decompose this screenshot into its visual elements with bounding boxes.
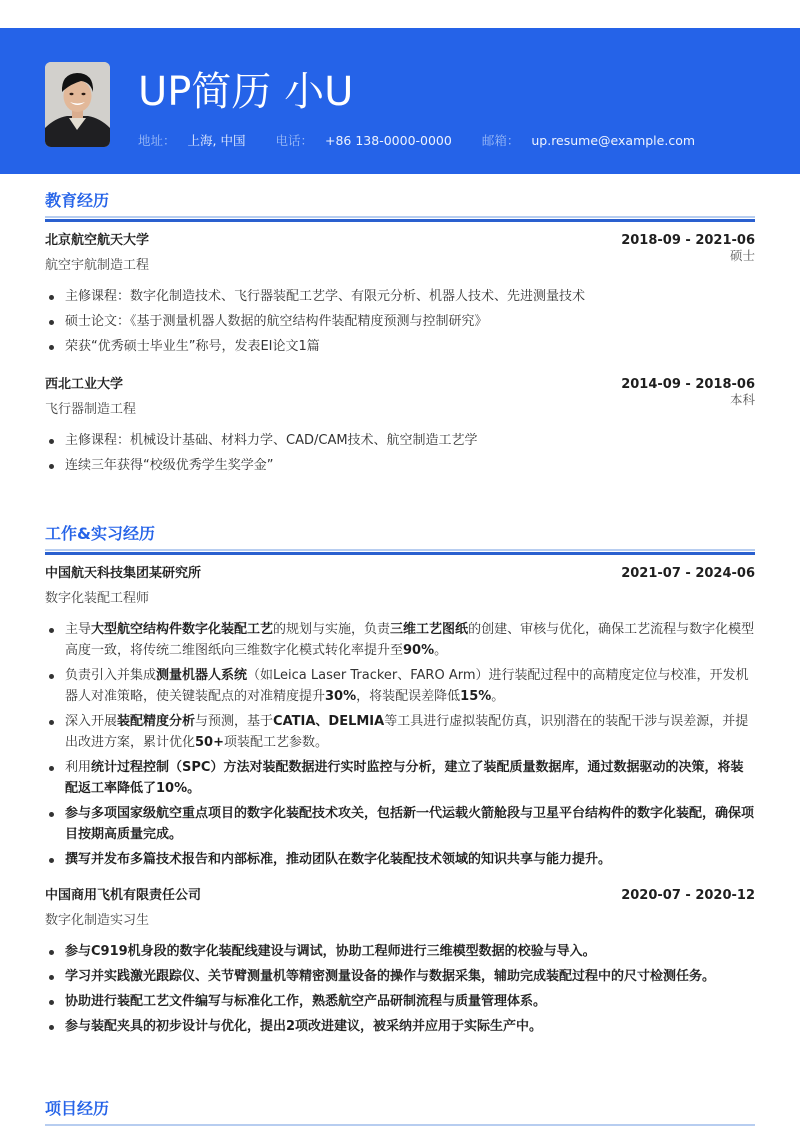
list-item: 协助进行装配工艺文件编写与标准化工作，熟悉航空产品研制流程与质量管理体系。 (45, 991, 755, 1012)
period: 2014-09 - 2018-06 (621, 377, 755, 392)
list-item (45, 619, 755, 661)
list-item (45, 803, 755, 845)
body-text: （如Leica Laser Tracker、FARO Arm）进行装配过程中的高精度定位与校准，开发机器人对准策略，使关键装配点的对准精度提升 (65, 668, 749, 704)
highlight-text: 三维工艺图纸 (390, 622, 469, 637)
list-item: 参与装配夹具的初步设计与优化，提出2项改进建议，被采纳并应用于实际生产中。 (45, 1016, 755, 1037)
highlight-text: 50+ (195, 735, 224, 750)
resume-header (0, 28, 800, 174)
education-entry (45, 231, 755, 357)
address-label: 地址： (138, 133, 176, 148)
contact-email (482, 131, 695, 151)
school-name: 西北工业大学 (45, 377, 124, 392)
list-item: 硕士论文：《基于测量机器人数据的航空结构件装配精度预测与控制研究》 (45, 311, 755, 332)
contact-info (138, 131, 725, 151)
email-label: 邮箱： (481, 133, 520, 148)
period: 2020-07 - 2020-12 (621, 888, 755, 903)
school-name: 北京航空航天大学 (45, 233, 150, 248)
period: 2021-07 - 2024-06 (621, 566, 755, 581)
body-text: 的规划与实施，负责 (273, 622, 391, 637)
phone-label: 电话： (275, 133, 313, 148)
section-title-work: 工作&实习经历 (45, 524, 155, 543)
work-bullets (45, 619, 755, 870)
section-divider-accent (45, 219, 755, 222)
contact-address (138, 131, 245, 151)
highlight-text: 统计过程控制（SPC）方法对装配数据进行实时监控与分析，建立了装配质量数据库，通过数据驱动的决策，将装配返工率降低了10%。 (65, 760, 744, 796)
address-value: 上海, 中国 (187, 133, 246, 148)
section-divider (45, 1124, 755, 1126)
profile-photo (45, 62, 110, 147)
phone-value[interactable]: +86 138-0000-0000 (324, 133, 452, 148)
work-entry (45, 564, 755, 870)
body-text: 项装配工艺参数。 (224, 735, 329, 750)
job-title: 数字化制造实习生 (45, 913, 150, 928)
education-bullets (45, 430, 755, 476)
period: 2018-09 - 2021-06 (621, 233, 755, 248)
major: 航空宇航制造工程 (45, 258, 150, 273)
company-name: 中国航天科技集团某研究所 (45, 566, 202, 581)
highlight-text: 15% (460, 689, 492, 704)
body-text: ，将装配误差降低 (356, 689, 461, 704)
list-item (45, 711, 755, 753)
education-bullets (45, 286, 755, 357)
section-title-education: 教育经历 (45, 191, 110, 210)
highlight-text: 参与多项国家级航空重点项目的数字化装配技术攻关，包括新一代运载火箭舱段与卫星平台结构件的数字化装配，确保项目按期高质量完成。 (65, 806, 755, 842)
company-name: 中国商用飞机有限责任公司 (45, 888, 202, 903)
list-item: 主修课程：数字化制造技术、飞行器装配工艺学、有限元分析、机器人技术、先进测量技术 (45, 286, 755, 307)
section-divider-accent (45, 552, 755, 555)
work-entry (45, 886, 755, 1037)
degree: 硕士 (729, 248, 755, 263)
contact-phone (275, 131, 451, 151)
highlight-text: 大型航空结构件数字化装配工艺 (91, 622, 274, 637)
body-text: 。 (434, 643, 448, 658)
body-text: 与预测，基于 (195, 714, 274, 729)
candidate-name: UP简历 小U (138, 69, 354, 115)
highlight-text: 装配精度分析 (117, 714, 196, 729)
body-text: 深入开展 (65, 714, 118, 729)
list-item (45, 849, 755, 870)
list-item: 主修课程：机械设计基础、材料力学、CAD/CAM技术、航空制造工艺学 (45, 430, 755, 451)
body-text: 利用 (65, 760, 92, 775)
body-text: 的创建、审核与优化，确保工艺流程与数字化模型高度一致，将传统二维图纸向三维数字化模式转化率提升至 (65, 622, 755, 658)
highlight-text: 90% (403, 643, 435, 658)
highlight-text: 30% (325, 689, 357, 704)
body-text: 。 (491, 689, 505, 704)
education-section (45, 189, 755, 480)
highlight-text: 测量机器人系统 (156, 668, 248, 683)
work-bullets (45, 941, 755, 1037)
job-title: 数字化装配工程师 (45, 591, 150, 606)
degree: 本科 (729, 392, 755, 407)
list-item (45, 757, 755, 799)
highlight-text: CATIA、DELMIA (273, 714, 385, 729)
list-item: 荣获“优秀硕士毕业生”称号，发表EI论文1篇 (45, 336, 755, 357)
body-text: 等工具进行虚拟装配仿真，识别潜在的装配干涉与误差源，并提出改进方案，累计优化 (65, 714, 749, 750)
body-text: 负责引入并集成 (65, 668, 157, 683)
highlight-text: 撰写并发布多篇技术报告和内部标准，推动团队在数字化装配技术领域的知识共享与能力提升。 (65, 852, 612, 867)
work-section (45, 522, 755, 1041)
list-item: 参与C919机身段的数字化装配线建设与调试，协助工程师进行三维模型数据的校验与导入。 (45, 941, 755, 962)
list-item (45, 665, 755, 707)
list-item: 连续三年获得“校级优秀学生奖学金” (45, 455, 755, 476)
projects-section (45, 1097, 755, 1126)
email-value[interactable]: up.resume@example.com (531, 133, 696, 148)
list-item: 学习并实践激光跟踪仪、关节臂测量机等精密测量设备的操作与数据采集，辅助完成装配过程中的尺寸检测任务。 (45, 966, 755, 987)
education-entry (45, 375, 755, 476)
major: 飞行器制造工程 (45, 402, 137, 417)
section-title-projects: 项目经历 (45, 1099, 110, 1118)
body-text: 主导 (65, 622, 92, 637)
